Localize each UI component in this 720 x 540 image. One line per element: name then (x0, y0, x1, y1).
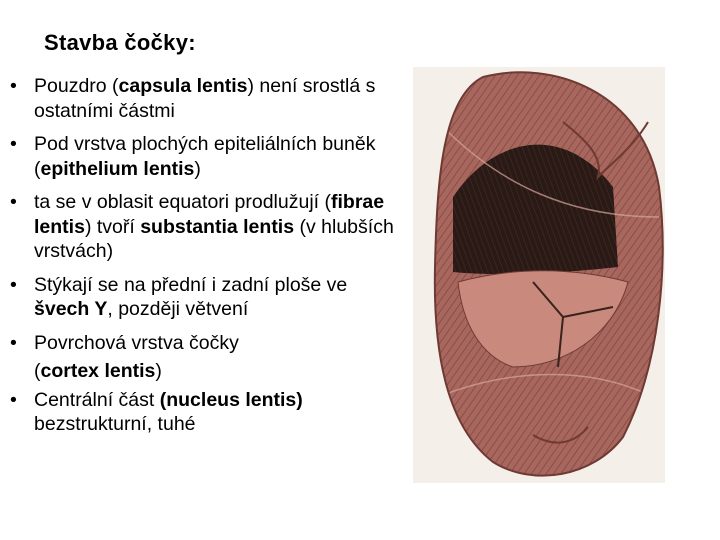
lens-illustration (413, 67, 665, 483)
bullet-text: ) není srostlá s ostatními částmi (34, 75, 376, 122)
bullet-text: ) tvoří (84, 215, 141, 238)
bullet-term: capsula lentis (118, 75, 248, 97)
bullet-item (10, 74, 405, 123)
bullet-text: (v hlubších vrstvách) (34, 215, 394, 262)
bullet-text: ta se v oblasit equatori prodlužují ( (34, 191, 331, 213)
bullet-text: Centrální část (34, 388, 160, 411)
bullet-text: Stýkají se na přední i zadní ploše ve (34, 273, 348, 296)
bullet-list (10, 74, 405, 446)
bullet-line (34, 359, 405, 384)
bullet-term: epithelium lentis (40, 157, 195, 180)
bullet-term: švech Y (34, 298, 108, 320)
bullet-text: Povrchová vrstva čočky (34, 331, 239, 354)
bullet-text: ( (34, 360, 41, 382)
bullet-term: substantia lentis (140, 215, 295, 238)
bullet-item (10, 388, 405, 437)
bullet-text: bezstrukturní, tuhé (34, 413, 196, 435)
bullet-term: fibrae lentis (34, 191, 385, 238)
bullet-item (10, 190, 405, 264)
bullet-text: ) (155, 360, 162, 382)
bullet-term: cortex lentis (40, 360, 156, 382)
bullet-text: ) (194, 157, 201, 180)
bullet-text: Pod vrstva plochých epiteliálních buněk ( (34, 133, 376, 180)
bullet-item (10, 132, 405, 181)
bullet-text: Pouzdro ( (34, 75, 119, 97)
bullet-item (10, 273, 405, 322)
slide-title: Stavba čočky: (44, 30, 196, 55)
bullet-text: , později větvení (107, 298, 249, 320)
bullet-term: (nucleus lentis) (159, 388, 303, 411)
lens-drawing (413, 67, 665, 483)
bullet-item (10, 331, 405, 384)
